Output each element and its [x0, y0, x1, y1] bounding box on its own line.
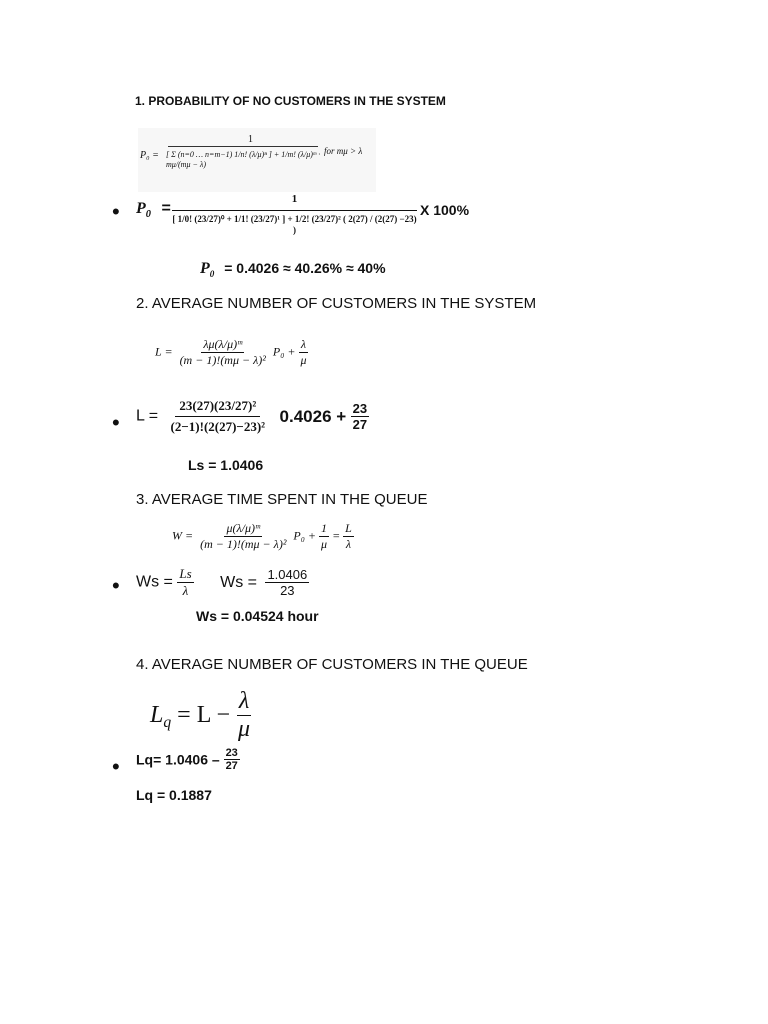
- lq-img-fraction: [236, 688, 252, 743]
- ws-frac-2: [265, 567, 309, 598]
- w-img-lhs: W =: [172, 528, 194, 543]
- w-img-frac-a: [319, 521, 329, 552]
- p0-img-lhs: P₀ =: [140, 150, 159, 161]
- w-img-frac-b-num: L: [345, 521, 352, 535]
- w-img-frac-b-den: λ: [345, 537, 352, 551]
- lq-img-den: μ: [238, 716, 251, 742]
- section-3-heading: 3. AVERAGE TIME SPENT IN THE QUEUE: [136, 491, 428, 508]
- section-2-heading: 2. AVERAGE NUMBER OF CUSTOMERS IN THE SYSTEM: [136, 295, 537, 312]
- w-img-fraction: [198, 521, 288, 552]
- l-calc-ratio: [351, 401, 369, 432]
- w-img-numerator: μ(λ/μ)ᵐ: [226, 521, 261, 535]
- l-calc-p0-term: 0.4026 +: [279, 406, 347, 426]
- lq-calc: [136, 747, 240, 772]
- w-formula-image: [172, 521, 354, 552]
- p0-img-condition: for mμ > λ: [324, 146, 363, 156]
- w-img-frac-b: [343, 521, 354, 552]
- section-4-heading: 4. AVERAGE NUMBER OF CUSTOMERS IN THE QUEUE: [136, 656, 528, 673]
- w-img-denominator: (m − 1)!(mμ − λ)²: [200, 537, 287, 551]
- p0-calc-numerator: 1: [291, 193, 298, 205]
- w-img-frac-a-num: 1: [321, 521, 328, 535]
- p0-result-subscript: 0: [209, 268, 215, 279]
- lq-calc-lhs: Lq= 1.0406 –: [136, 751, 220, 768]
- p0-calc-fraction-bar: [172, 210, 417, 211]
- l-calc-lhs: L =: [136, 407, 159, 425]
- l-calc-denominator: (2−1)!(2(27)−23)²: [170, 419, 266, 434]
- w-img-equals: =: [332, 528, 341, 543]
- p0-calc-suffix: X 100%: [420, 202, 470, 218]
- l-img-numerator: λμ(λ/μ)ᵐ: [203, 337, 243, 351]
- l-img-tail: P₀ +: [272, 344, 296, 359]
- ws-frac-1-den: λ: [182, 583, 189, 598]
- bullet: •: [112, 754, 120, 779]
- w-img-frac-a-den: μ: [321, 537, 328, 551]
- lq-img-lhs: L: [150, 702, 164, 728]
- l-img-ratio-num: λ: [300, 337, 307, 351]
- lq-img-subscript: q: [163, 713, 172, 731]
- l-calc-ratio-den: 27: [352, 417, 368, 432]
- ws-frac-1: [177, 566, 193, 599]
- l-img-ratio: [299, 337, 309, 368]
- l-calc: [136, 396, 369, 437]
- p0-img-numerator: 1: [248, 134, 253, 145]
- lq-calc-num: 23: [225, 747, 238, 759]
- bullet: •: [112, 573, 120, 598]
- bullet: •: [112, 199, 120, 224]
- lq-result: Lq = 0.1887: [136, 787, 212, 803]
- p0-calc-denominator: [ 1/0! (23/27)⁰ + 1/1! (23/27)¹ ] + 1/2! (23/27)² ( 2(27) / (2(27) −23) ): [172, 214, 417, 235]
- lq-calc-den: 27: [225, 760, 238, 772]
- p0-subscript: 0: [145, 209, 151, 221]
- lq-img-mid: = L −: [177, 702, 230, 728]
- l-calc-fraction: [167, 396, 270, 437]
- l-img-ratio-den: μ: [300, 353, 307, 367]
- ws-calc: [136, 566, 309, 599]
- l-img-denominator: (m − 1)!(mμ − λ)²: [179, 353, 266, 367]
- p0-result-value: = 0.4026 ≈ 40.26% ≈ 40%: [224, 260, 386, 276]
- l-img-fraction: [178, 337, 268, 368]
- w-img-tail: P₀ +: [293, 528, 317, 543]
- ws-calc-lhs1: Ws =: [136, 573, 173, 591]
- ws-frac-1-num: Ls: [179, 566, 192, 581]
- l-formula-image: [155, 337, 309, 368]
- l-calc-ratio-num: 23: [352, 401, 368, 416]
- lq-formula-image: [150, 688, 252, 743]
- p0-result-symbol: P: [200, 260, 210, 277]
- section-1-heading: 1. PROBABILITY OF NO CUSTOMERS IN THE SYSTEM: [135, 94, 446, 108]
- l-img-lhs: L =: [155, 344, 173, 359]
- l-calc-numerator: 23(27)(23/27)²: [175, 396, 260, 417]
- ws-frac-2-den: 23: [280, 583, 295, 598]
- ws-calc-lhs2: Ws =: [220, 573, 257, 591]
- p0-img-denominator: [ Σ (n=0 … n=m−1) 1/n! (λ/μ)ⁿ ] + 1/m! (λ/μ)ᵐ · mμ/(mμ − λ): [166, 150, 321, 170]
- bullet: •: [112, 410, 120, 435]
- ws-frac-2-num: 1.0406: [267, 567, 308, 582]
- ls-result: Ls = 1.0406: [188, 457, 264, 473]
- ws-result: Ws = 0.04524 hour: [196, 608, 319, 624]
- lq-img-num: λ: [238, 688, 250, 714]
- p0-result: [200, 260, 386, 279]
- p0-symbol: P: [136, 200, 146, 217]
- lq-calc-fraction: [224, 747, 240, 772]
- p0-calc: [136, 200, 171, 220]
- p0-equals: =: [161, 200, 171, 217]
- p0-formula-image: [138, 128, 376, 192]
